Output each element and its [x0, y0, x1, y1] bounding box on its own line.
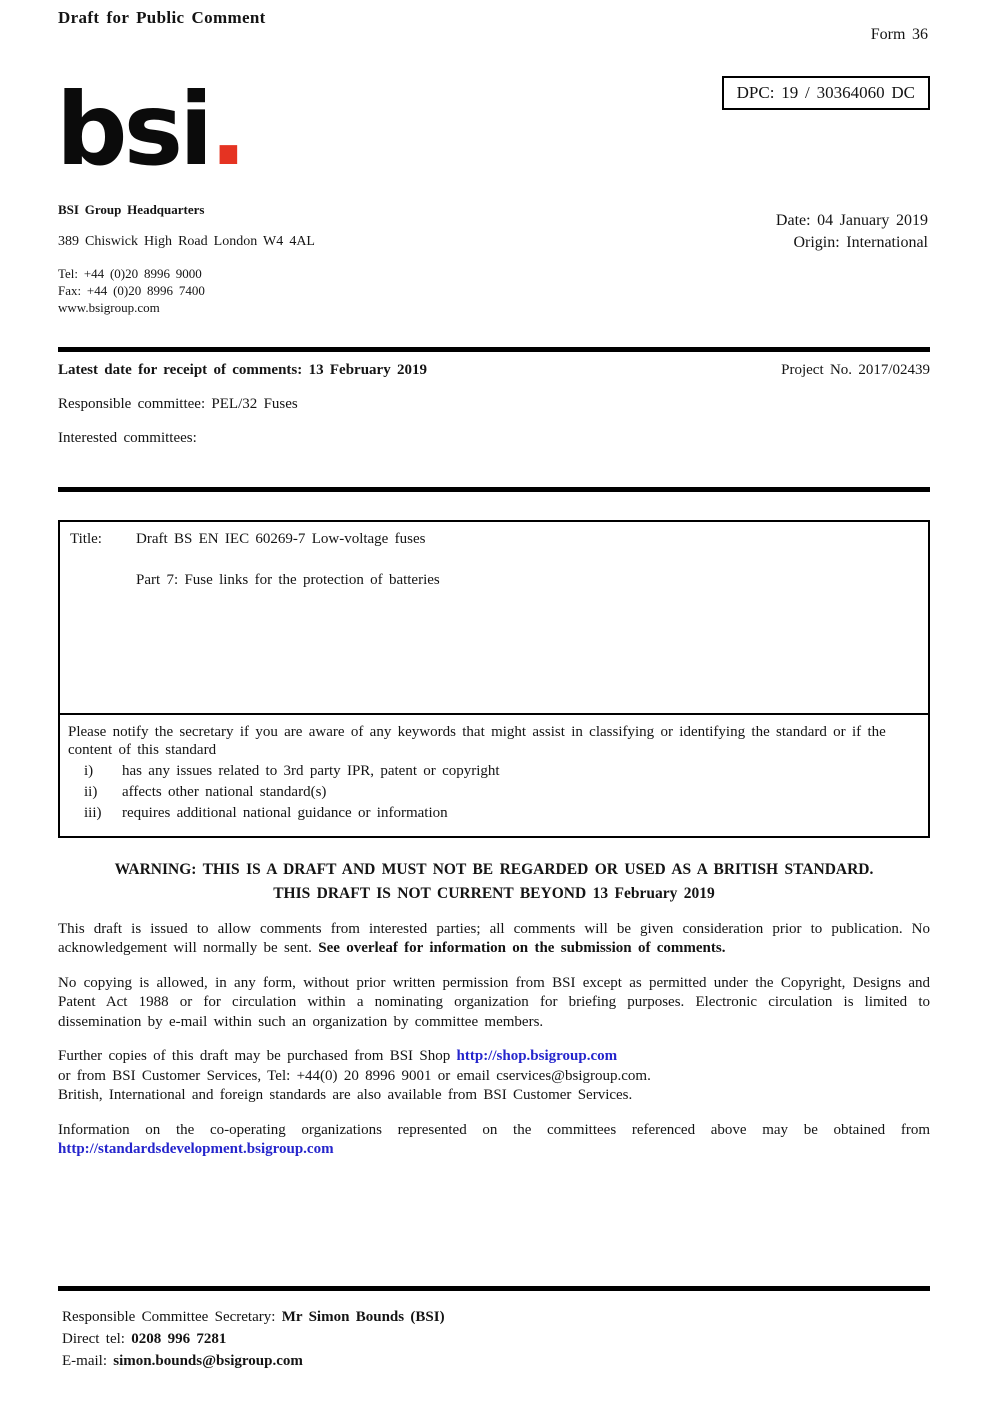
email-label: E-mail:	[62, 1352, 114, 1369]
origin-line: Origin: International	[793, 234, 928, 252]
responsible-committee-line: Responsible committee: PEL/32 Fuses	[58, 395, 298, 412]
keywords-item	[84, 804, 918, 823]
website-line: www.bsigroup.com	[58, 299, 160, 315]
headquarters-label: BSI Group Headquarters	[58, 202, 205, 217]
fax-line: Fax: +44 (0)20 8996 7400	[58, 282, 205, 298]
comments-section	[0, 352, 992, 447]
comments-deadline-row	[58, 362, 930, 379]
standard-subtitle-line: Part 7: Fuse links for the protection of batteries	[136, 571, 440, 588]
dpc-number-box	[722, 76, 930, 110]
keywords-item	[84, 783, 918, 802]
horizontal-rule	[58, 1286, 930, 1291]
purchase-line3: British, International and foreign standards are also available from BSI Customer Services.	[58, 1087, 633, 1104]
draft-warning-line1: WARNING: THIS IS A DRAFT AND MUST NOT BE REGARDED OR USED AS A BRITISH STANDARD.	[114, 861, 874, 879]
keywords-item-marker: i)	[84, 763, 94, 780]
title-label: Title:	[70, 530, 102, 547]
secretary-line	[62, 1307, 930, 1329]
keywords-item	[84, 762, 918, 781]
direct-tel-line	[62, 1329, 930, 1351]
standard-title-line: Draft BS EN IEC 60269-7 Low-voltage fuses	[136, 530, 426, 547]
interested-committees-line: Interested committees:	[58, 429, 197, 446]
comments-notice-paragraph	[58, 920, 930, 959]
tel-line: Tel: +44 (0)20 8996 9000	[58, 266, 202, 281]
draft-warning	[58, 858, 930, 905]
footer	[58, 1286, 930, 1372]
horizontal-rule	[58, 487, 930, 492]
keywords-item-text: has any issues related to 3rd party IPR, patent or copyright	[122, 763, 500, 780]
title-row	[70, 531, 918, 589]
project-number: Project No. 2017/02439	[781, 361, 930, 378]
secretary-name: Mr Simon Bounds (BSI)	[281, 1309, 445, 1325]
latest-date-label: Latest date for receipt of comments: 13 February 2019	[58, 361, 428, 378]
date-line: Date: 04 January 2019	[775, 212, 928, 229]
purchase-info-paragraph	[58, 1047, 930, 1106]
keywords-notice-box	[58, 713, 930, 839]
keywords-intro: Please notify the secretary if you are aware of any keywords that might assist in classifying or identifying the standard or if the content of this standard	[68, 723, 886, 759]
draft-warning-line2: THIS DRAFT IS NOT CURRENT BEYOND 13 February 2019	[273, 884, 715, 902]
date-origin-block	[776, 210, 928, 255]
standards-development-link[interactable]: http://standardsdevelopment.bsigroup.com	[58, 1141, 334, 1158]
comments-notice-text: This draft is issued to allow comments from interested parties; all comments will be given consideration prior to publication. No acknowledgement will normally be sent.	[58, 920, 930, 957]
purchase-line2: or from BSI Customer Services, Tel: +44(0) 20 8996 9001 or email cservices@bsigroup.com.	[58, 1067, 651, 1084]
form-number: Form 36	[870, 26, 928, 43]
page-title: Draft for Public Comment	[58, 8, 266, 27]
cooperating-orgs-text: Information on the co-operating organizations represented on the committees referenced above may be obtained from	[58, 1121, 930, 1138]
keywords-item-marker: iii)	[84, 804, 102, 821]
bsi-shop-link[interactable]: http://shop.bsigroup.com	[456, 1048, 618, 1065]
bsi-logo-text: bsi	[56, 71, 210, 188]
email-value: simon.bounds@bsigroup.com	[113, 1352, 303, 1369]
keywords-item-marker: ii)	[84, 783, 98, 800]
bsi-logo-dot: .	[209, 71, 244, 188]
keywords-item-text: affects other national standard(s)	[122, 783, 327, 800]
direct-tel-value: 0208 996 7281	[131, 1330, 227, 1347]
purchase-line1	[58, 1048, 617, 1064]
email-line	[62, 1351, 930, 1373]
secretary-label: Responsible Committee Secretary:	[62, 1309, 282, 1325]
purchase-line1-text: Further copies of this draft may be purchased from BSI Shop	[58, 1048, 457, 1065]
top-bar	[0, 0, 992, 44]
see-overleaf-text: See overleaf for information on the submission of comments.	[318, 940, 726, 957]
cooperating-orgs-paragraph	[58, 1121, 930, 1160]
title-content	[136, 531, 440, 589]
copyright-notice-paragraph: No copying is allowed, in any form, without prior written permission from BSI except as permitted under the Copyright, Designs and Patent Act 1988 or for circulation within a nominating organization for briefing purposes. Electronic circulation is limited to dissemination by e-mail within such an organization by committee members.	[58, 974, 930, 1030]
keywords-item-text: requires additional national guidance or information	[122, 804, 448, 821]
title-box	[58, 520, 930, 715]
footer-contact-block	[58, 1307, 930, 1372]
dpc-number: DPC: 19 / 30364060 DC	[736, 83, 915, 102]
address-line: 389 Chiswick High Road London W4 4AL	[58, 234, 315, 249]
direct-tel-label: Direct tel:	[62, 1330, 132, 1347]
